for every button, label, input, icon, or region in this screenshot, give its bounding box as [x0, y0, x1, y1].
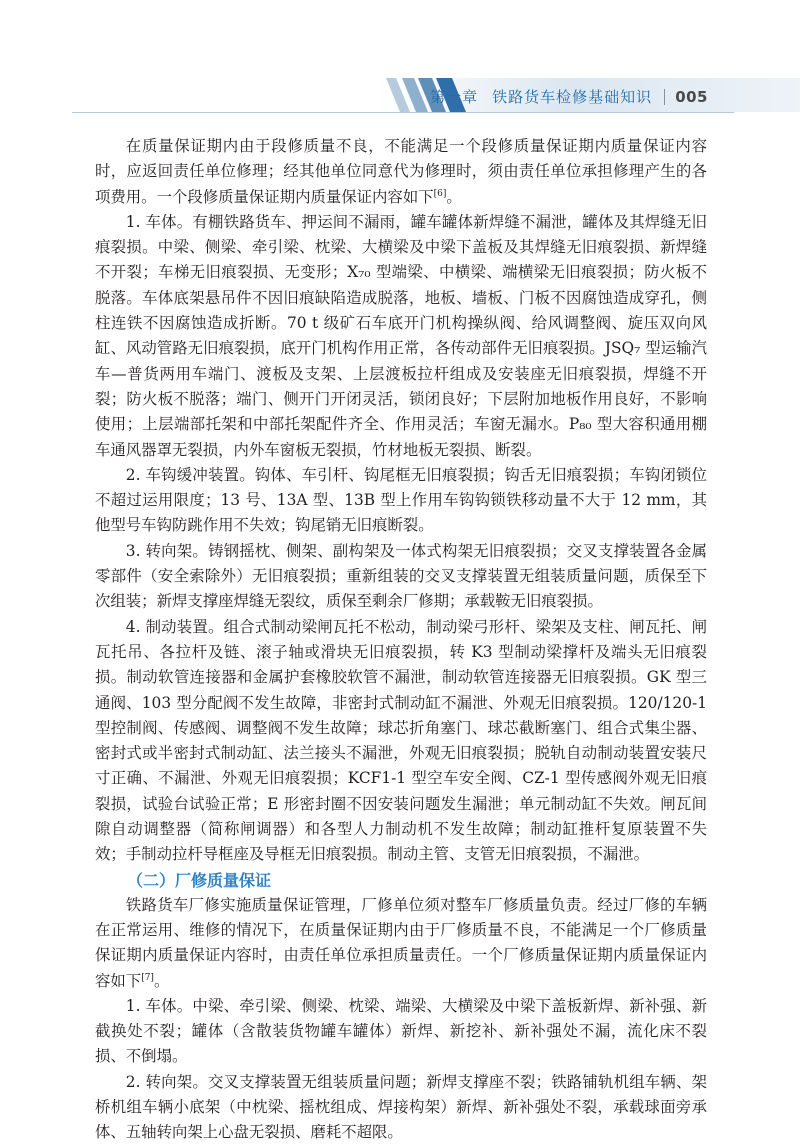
header-divider	[664, 89, 665, 105]
paragraph	[95, 893, 707, 994]
citation-ref: [7]	[141, 972, 154, 983]
paragraph: 1. 车体。中梁、牵引梁、侧梁、枕梁、端梁、大横梁及中梁下盖板新焊、新补强、新截换处不裂；罐体（含散装货物罐车罐体）新焊、新挖补、新补强处不漏，流化床不裂损、不倒塌。	[95, 996, 707, 1066]
chapter-label: 第一章	[430, 88, 479, 106]
paragraph: 4. 制动装置。组合式制动梁闸瓦托不松动，制动梁弓形杆、梁架及支柱、闸瓦托、闸瓦托吊、各拉杆及链、滚子轴或滑块无旧痕裂损，转 K3 型制动梁撑杆及端头无旧痕裂损。制动软管连接器和金属护套橡胶软管不漏泄，制动软管连接器无旧痕裂损。GK 型三通阀、103 型分配阀不发生故障，非密封式制动缸不漏泄、外观无旧痕裂损。120/120-1 型控制阀、传感阀、调整阀不发生故障；球芯折角塞门、球芯截断塞门、组合式集尘器、密封式或半密封式制动缸、法兰接头不漏泄，外观无旧痕裂损；脱轨自动制动装置安装尺寸正确、不漏泄、外观无旧痕裂损；KCF1-1 型空车安全阀、CZ-1 型传感阀外观无旧痕裂损，试验台试验正常；E 形密封圈不因安装问题发生漏泄；单元制动缸不失效。闸瓦间隙自动调整器（简称闸调器）和各型人力制动机不发生故障；制动缸推杆复原装置不失效；手制动拉杆导框座及导框无旧痕裂损。制动主管、支管无旧痕裂损，不漏泄。	[95, 617, 707, 864]
paragraph-text: 铁路货车厂修实施质量保证管理，厂修单位须对整车厂修质量负责。经过厂修的车辆在正常运用、维修的情况下，在质量保证期内由于厂修质量不良，不能满足一个厂修质量保证期内质量保证内容时，由责任单位承担质量责任。一个厂修质量保证期内质量保证内容如下	[95, 895, 707, 990]
paragraph: 1. 车体。有棚铁路货车、押运间不漏雨，罐车罐体新焊缝不漏泄，罐体及其焊缝无旧痕裂损。中梁、侧梁、牵引梁、枕梁、大横梁及中梁下盖板及其焊缝无旧痕裂损、新焊缝不开裂；车梯无旧痕裂损、无变形；X₇₀ 型端梁、中横梁、端横梁无旧痕裂损；防火板不脱落。车体底架悬吊件不因旧痕缺陷造成脱落，地板、墙板、门板不因腐蚀造成穿孔，侧柱连铁不因腐蚀造成折断。70 t 级矿石车底开门机构操纵阀、给风调整阀、旋压双向风缸、风动管路无旧痕裂损，底开门机构作用正常，各传动部件无旧痕裂损。JSQ₇ 型运输汽车—普货两用车端门、渡板及支架、上层渡板拉杆组成及安装座无旧痕裂损，焊缝不开裂；防火板不脱落；端门、侧开门开闭灵活，锁闭良好；下层附加地板作用良好，不影响使用；上层端部托架和中部托架配件齐全、作用灵活；车窗无漏水。P₈₀ 型大容积通用棚车通风器罩无裂损，内外车窗板无裂损，竹材地板无裂损、断裂。	[95, 212, 707, 459]
section-heading: （二）厂修质量保证	[127, 870, 272, 890]
page-number: 005	[675, 87, 708, 106]
page-body	[95, 134, 707, 1146]
paragraph: 2. 转向架。交叉支撑装置无组装质量问题；新焊支撑座不裂；铁路铺轨机组车辆、架桥机组车辆小底架（中枕梁、摇枕组成、焊接构架）新焊、新补强处不裂，承载球面旁承体、五轴转向架上心盘无裂损、磨耗不超限。	[95, 1072, 707, 1142]
header-rule	[72, 112, 734, 113]
paragraph: 3. 转向架。铸钢摇枕、侧架、副构架及一体式构架无旧痕裂损；交叉支撑装置各金属零部件（安全索除外）无旧痕裂损；重新组装的交叉支撑装置无组装质量问题，质保至下次组装；新焊支撑座焊缝无裂纹，质保至剩余厂修期；承载鞍无旧痕裂损。	[95, 541, 707, 611]
paragraph-text: 在质量保证期内由于段修质量不良，不能满足一个段修质量保证期内质量保证内容时，应返回责任单位修理；经其他单位同意代为修理时，须由责任单位承担修理产生的各项费用。一个段修质量保证期内质量保证内容如下	[95, 137, 707, 206]
citation-ref: [6]	[433, 188, 447, 199]
paragraph: 2. 车钩缓冲装置。钩体、车引杆、钩尾框无旧痕裂损；钩舌无旧痕裂损；车钩闭锁位不超过运用限度；13 号、13A 型、13B 型上作用车钩钩锁铁移动量不大于 12 mm，其他型号车钩防跳作用不失效；钩尾销无旧痕断裂。	[95, 465, 707, 535]
paragraph-tail: 。	[446, 187, 462, 206]
paragraph	[95, 134, 707, 210]
running-header	[430, 86, 708, 107]
chapter-title: 铁路货车检修基础知识	[492, 88, 653, 106]
paragraph-tail: 。	[153, 971, 170, 990]
